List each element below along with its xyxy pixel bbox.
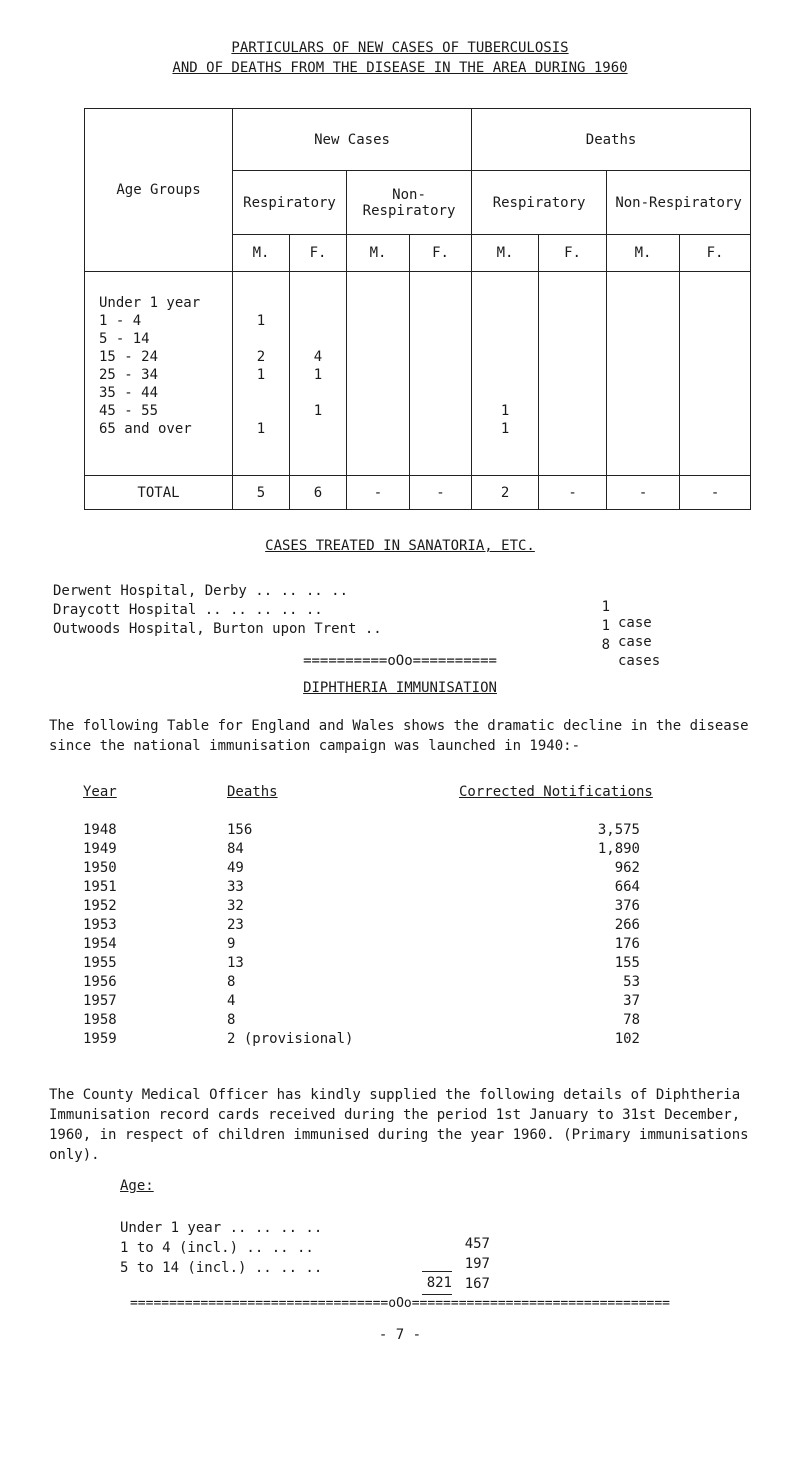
age-groups-column: [85, 272, 233, 476]
cell: [290, 312, 346, 330]
sex-header-m: M.: [347, 235, 410, 272]
death-nonresp-m-column: [607, 272, 680, 476]
age-group: Under 1 year: [99, 295, 201, 311]
age-count: 197: [464, 1256, 490, 1272]
total-cell: 5: [233, 476, 290, 510]
age-count: 167: [464, 1276, 490, 1292]
case-count: 1: [601, 599, 610, 615]
age-label: Age:: [120, 1178, 154, 1194]
age-total: 821: [426, 1275, 452, 1291]
deaths-cell: 84: [227, 841, 244, 857]
age-groups-header: Age Groups: [85, 109, 233, 272]
tuberculosis-table: [84, 108, 751, 510]
death-resp-m-column: [472, 272, 539, 476]
year-cell: 1959: [83, 1031, 117, 1047]
cell: 1: [256, 313, 266, 329]
cell: [472, 384, 538, 402]
age-group: 5 - 14: [99, 331, 150, 347]
deaths-cell: 4: [227, 993, 236, 1009]
cell: 2: [256, 349, 266, 365]
hospital-name: Derwent Hospital, Derby .. .. .. ..: [53, 583, 349, 599]
total-rule: [422, 1271, 452, 1272]
new-nonresp-f-column: [410, 272, 472, 476]
notifications-cell: 78: [623, 1012, 640, 1028]
age-group: 25 - 34: [99, 367, 159, 383]
new-resp-f-column: [290, 272, 347, 476]
notifications-cell: 102: [614, 1031, 640, 1047]
sanatoria-title: CASES TREATED IN SANATORIA, ETC.: [265, 538, 535, 554]
sex-header-f: F.: [410, 235, 472, 272]
total-cell: -: [347, 476, 410, 510]
case-unit: case: [618, 615, 652, 631]
death-resp-header: Respiratory: [472, 171, 607, 235]
new-resp-header: Respiratory: [233, 171, 347, 235]
sex-header-f: F.: [539, 235, 607, 272]
deaths-cell: 23: [227, 917, 244, 933]
age-range: 5 to 14 (incl.) .. .. ..: [120, 1260, 323, 1276]
sex-header-m: M.: [472, 235, 539, 272]
notifications-cell: 1,890: [597, 841, 640, 857]
notifications-cell: 962: [614, 860, 640, 876]
cell: [290, 384, 346, 402]
sex-header-f: F.: [680, 235, 751, 272]
notifications-cell: 176: [614, 936, 640, 952]
case-unit: cases: [618, 653, 661, 669]
age-row: [120, 1244, 720, 1292]
death-nonresp-header: Non-Respiratory: [607, 171, 751, 235]
year-cell: 1953: [83, 917, 117, 933]
deaths-cell: 9: [227, 936, 236, 952]
cell: 1: [313, 403, 323, 419]
cell: [233, 330, 289, 348]
section-separator: ==========oOo==========: [303, 653, 497, 669]
total-cell: -: [680, 476, 751, 510]
cell: [290, 330, 346, 348]
hospital-name: Draycott Hospital .. .. .. .. ..: [53, 602, 323, 618]
notifications-cell: 664: [614, 879, 640, 895]
year-cell: 1951: [83, 879, 117, 895]
cell: [472, 312, 538, 330]
cell: [233, 402, 289, 420]
diphtheria-para2: The County Medical Officer has kindly supplied the following details of Diphtheria Immunisation record cards received during the period 1st January to 31st December, 1960, in respect of children immunised during the year 1960. (Primary immunisations only).: [49, 1087, 749, 1163]
age-group: 15 - 24: [99, 349, 159, 365]
deaths-cell: 2 (provisional): [227, 1031, 354, 1047]
deaths-cell: 13: [227, 955, 244, 971]
notifications-cell: 37: [623, 993, 640, 1009]
cell: [233, 384, 289, 402]
age-count: 457: [464, 1236, 490, 1252]
year-cell: 1949: [83, 841, 117, 857]
age-group: 45 - 55: [99, 403, 159, 419]
page-title-line1: PARTICULARS OF NEW CASES OF TUBERCULOSIS: [231, 40, 569, 56]
total-cell: -: [607, 476, 680, 510]
year-cell: 1958: [83, 1012, 117, 1028]
year-cell: 1952: [83, 898, 117, 914]
hospital-name: Outwoods Hospital, Burton upon Trent ..: [53, 621, 382, 637]
deaths-header: Deaths: [472, 109, 751, 171]
case-count: 8: [601, 637, 610, 653]
cell: [472, 348, 538, 366]
year-cell: 1956: [83, 974, 117, 990]
deaths-cell: 156: [227, 822, 253, 838]
deaths-cell: 33: [227, 879, 244, 895]
notifications-cell: 53: [623, 974, 640, 990]
col-header-notifications: Corrected Notifications: [459, 784, 653, 800]
total-label: TOTAL: [85, 476, 233, 510]
age-range: 1 to 4 (incl.) .. .. ..: [120, 1240, 314, 1256]
new-nonresp-m-column: [347, 272, 410, 476]
notifications-cell: 155: [614, 955, 640, 971]
notifications-cell: 376: [614, 898, 640, 914]
total-cell: -: [410, 476, 472, 510]
page-title-line2: AND OF DEATHS FROM THE DISEASE IN THE AREA DURING 1960: [172, 60, 628, 76]
cell: 4: [313, 349, 323, 365]
cell: [233, 294, 289, 312]
total-cell: 2: [472, 476, 539, 510]
cell: [472, 330, 538, 348]
deaths-cell: 49: [227, 860, 244, 876]
col-header-year: Year: [83, 784, 117, 800]
age-group: 65 and over: [99, 421, 192, 437]
sex-header-m: M.: [233, 235, 290, 272]
bottom-separator: =================================oOo=================================: [129, 1296, 671, 1311]
cell: [290, 420, 346, 438]
year-cell: 1950: [83, 860, 117, 876]
cell: 1: [256, 421, 266, 437]
cell: 1: [256, 367, 266, 383]
notifications-cell: 266: [614, 917, 640, 933]
death-resp-f-column: [539, 272, 607, 476]
age-group: 1 - 4: [99, 313, 142, 329]
total-cell: -: [539, 476, 607, 510]
deaths-cell: 8: [227, 1012, 236, 1028]
sex-header-f: F.: [290, 235, 347, 272]
year-cell: 1955: [83, 955, 117, 971]
col-header-deaths: Deaths: [227, 784, 278, 800]
cell: 1: [500, 421, 510, 437]
age-range: Under 1 year .. .. .. ..: [120, 1220, 323, 1236]
total-cell: 6: [290, 476, 347, 510]
diphtheria-intro: The following Table for England and Wales shows the dramatic decline in the disease since the national immunisation campaign was launched in 1940:-: [49, 718, 749, 754]
new-nonresp-header: Non-Respiratory: [347, 171, 472, 235]
page-number: - 7 -: [378, 1327, 422, 1343]
cell: 1: [500, 403, 510, 419]
deaths-cell: 32: [227, 898, 244, 914]
cell: [472, 294, 538, 312]
total-underline: [422, 1294, 452, 1295]
cell: [472, 366, 538, 384]
cell: 1: [313, 367, 323, 383]
diphtheria-title: DIPHTHERIA IMMUNISATION: [303, 680, 497, 696]
new-cases-header: New Cases: [233, 109, 472, 171]
case-count: 1: [601, 618, 610, 634]
year-cell: 1948: [83, 822, 117, 838]
year-cell: 1957: [83, 993, 117, 1009]
year-cell: 1954: [83, 936, 117, 952]
deaths-cell: 8: [227, 974, 236, 990]
notifications-cell: 3,575: [597, 822, 640, 838]
new-resp-m-column: [233, 272, 290, 476]
age-group: 35 - 44: [99, 385, 159, 401]
cell: [290, 294, 346, 312]
case-unit: case: [618, 634, 652, 650]
death-nonresp-f-column: [680, 272, 751, 476]
sex-header-m: M.: [607, 235, 680, 272]
